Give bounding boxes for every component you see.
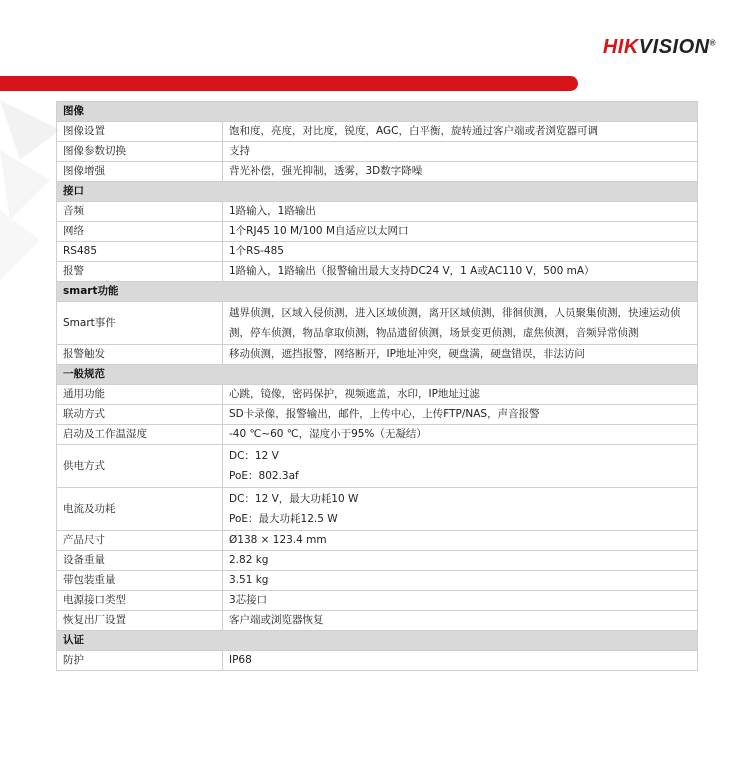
spec-value-line: 3.51 kg <box>229 574 269 586</box>
section-title: 一般规范 <box>57 365 698 385</box>
spec-row <box>57 385 698 405</box>
section-title: 认证 <box>57 631 698 651</box>
spec-label: 启动及工作温湿度 <box>57 425 223 445</box>
section-title: 图像 <box>57 102 698 122</box>
spec-row <box>57 345 698 365</box>
spec-row <box>57 571 698 591</box>
spec-value <box>223 242 698 262</box>
spec-label: 音频 <box>57 202 223 222</box>
spec-value-line: 背光补偿，强光抑制，透雾，3D数字降噪 <box>229 165 423 177</box>
spec-row <box>57 262 698 282</box>
section-header-row <box>57 282 698 302</box>
spec-label: 联动方式 <box>57 405 223 425</box>
spec-value-line: 越界侦测，区域入侵侦测，进入区域侦测，离开区域侦测，徘徊侦测，人员聚集侦测，快速运动侦测，停车侦测，物品拿取侦测，物品遗留侦测，场景变更侦测，虚焦侦测，音频异常侦测 <box>229 307 681 339</box>
spec-value-line: 1路输入，1路输出（报警输出最大支持DC24 V，1 A或AC110 V，500 mA） <box>229 265 595 277</box>
spec-value <box>223 162 698 182</box>
spec-value <box>223 202 698 222</box>
spec-value <box>223 262 698 282</box>
spec-row <box>57 425 698 445</box>
spec-value-line: PoE：最大功耗12.5 W <box>229 513 338 525</box>
spec-value-line: -40 ℃~60 ℃，湿度小于95%（无凝结） <box>229 428 427 440</box>
spec-row <box>57 162 698 182</box>
spec-label: 带包装重量 <box>57 571 223 591</box>
spec-value <box>223 385 698 405</box>
spec-value <box>223 571 698 591</box>
spec-label: 图像设置 <box>57 122 223 142</box>
spec-label: 电流及功耗 <box>57 488 223 531</box>
spec-label: 报警 <box>57 262 223 282</box>
spec-value-line: Ø138 × 123.4 mm <box>229 534 327 546</box>
logo-registered-mark: ® <box>709 38 716 48</box>
spec-label: 图像参数切换 <box>57 142 223 162</box>
spec-value-line: 1路输入，1路输出 <box>229 205 316 217</box>
logo-hik-text: HIK <box>602 36 639 58</box>
spec-value <box>223 405 698 425</box>
spec-row <box>57 611 698 631</box>
header-red-bar <box>0 76 578 91</box>
spec-row <box>57 242 698 262</box>
spec-label: 通用功能 <box>57 385 223 405</box>
spec-label: Smart事件 <box>57 302 223 345</box>
spec-value-line: 饱和度，亮度，对比度，锐度，AGC，白平衡，旋转通过客户端或者浏览器可调 <box>229 125 598 137</box>
spec-label: 电源接口类型 <box>57 591 223 611</box>
section-title: smart功能 <box>57 282 698 302</box>
spec-value <box>223 551 698 571</box>
spec-value <box>223 345 698 365</box>
spec-value <box>223 445 698 488</box>
spec-value-line: 客户端或浏览器恢复 <box>229 614 324 626</box>
spec-row <box>57 222 698 242</box>
spec-value <box>223 488 698 531</box>
spec-label: 网络 <box>57 222 223 242</box>
spec-row <box>57 551 698 571</box>
spec-row <box>57 302 698 345</box>
spec-value <box>223 611 698 631</box>
spec-value <box>223 425 698 445</box>
spec-value-line: 支持 <box>229 145 250 157</box>
spec-row <box>57 202 698 222</box>
spec-table <box>56 101 698 671</box>
logo-vision-text: VISION <box>638 36 710 58</box>
spec-value-line: SD卡录像，报警输出，邮件，上传中心，上传FTP/NAS，声音报警 <box>229 408 540 420</box>
spec-label: 图像增强 <box>57 162 223 182</box>
spec-value-line: 心跳，镜像，密码保护，视频遮盖，水印，IP地址过滤 <box>229 388 480 400</box>
spec-row <box>57 651 698 671</box>
spec-label: 防护 <box>57 651 223 671</box>
section-header-row <box>57 365 698 385</box>
spec-row <box>57 591 698 611</box>
spec-row <box>57 142 698 162</box>
spec-label: 产品尺寸 <box>57 531 223 551</box>
spec-value-line: DC：12 V，最大功耗10 W <box>229 493 359 505</box>
spec-value <box>223 651 698 671</box>
spec-label: 报警触发 <box>57 345 223 365</box>
spec-value <box>223 122 698 142</box>
spec-value-line: PoE：802.3af <box>229 470 299 482</box>
spec-value-line: 1个RJ45 10 M/100 M自适应以太网口 <box>229 225 409 237</box>
spec-value-line: DC：12 V <box>229 450 279 462</box>
spec-value-line: 1个RS-485 <box>229 245 284 257</box>
spec-value <box>223 222 698 242</box>
spec-row <box>57 488 698 531</box>
spec-label: 恢复出厂设置 <box>57 611 223 631</box>
spec-value-line: IP68 <box>229 654 252 666</box>
spec-value <box>223 531 698 551</box>
section-header-row <box>57 182 698 202</box>
section-header-row <box>57 102 698 122</box>
spec-table-body <box>57 102 698 671</box>
spec-value <box>223 142 698 162</box>
spec-label: 供电方式 <box>57 445 223 488</box>
section-header-row <box>57 631 698 651</box>
spec-row <box>57 531 698 551</box>
spec-value-line: 移动侦测，遮挡报警，网络断开，IP地址冲突，硬盘满，硬盘错误，非法访问 <box>229 348 585 360</box>
spec-value-line: 2.82 kg <box>229 554 269 566</box>
section-title: 接口 <box>57 182 698 202</box>
spec-value <box>223 302 698 345</box>
spec-value-line: 3芯接口 <box>229 594 268 606</box>
spec-row <box>57 405 698 425</box>
spec-label: 设备重量 <box>57 551 223 571</box>
spec-row <box>57 445 698 488</box>
spec-row <box>57 122 698 142</box>
hikvision-logo <box>603 36 716 59</box>
spec-value <box>223 591 698 611</box>
spec-label: RS485 <box>57 242 223 262</box>
